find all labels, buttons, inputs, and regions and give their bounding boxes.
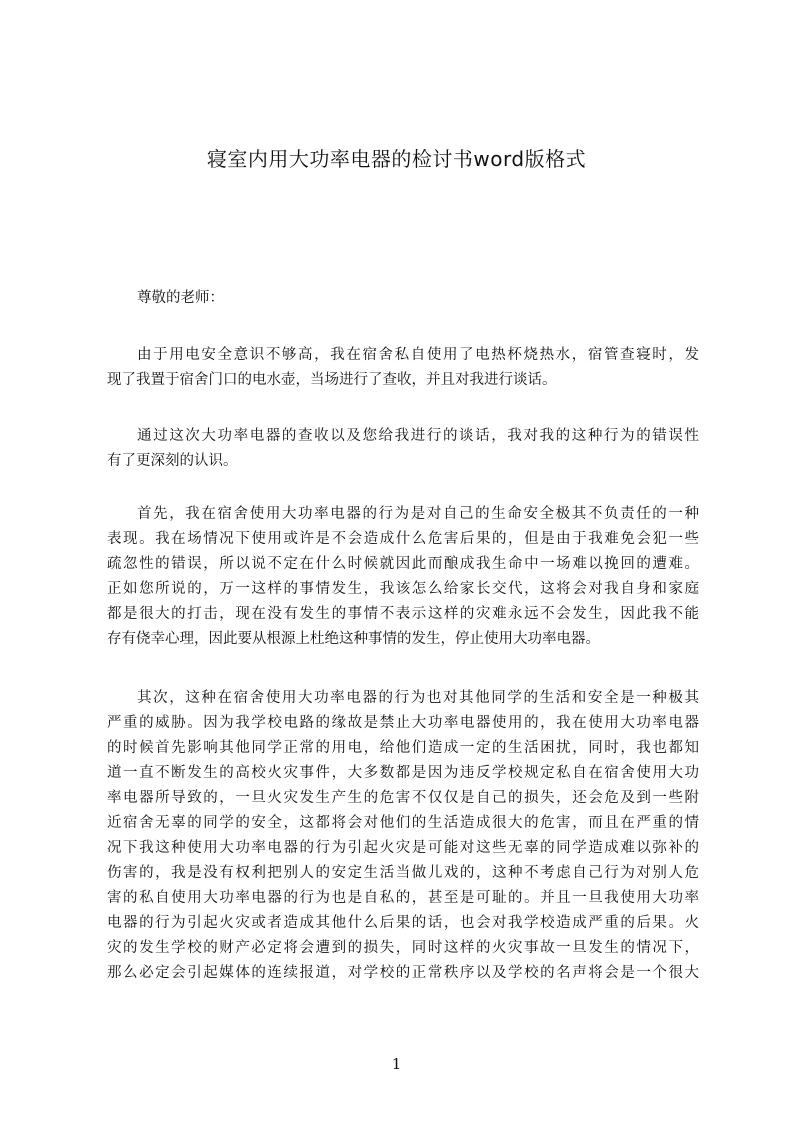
paragraph-line: 疏忽性的错误，所以说不定在什么时候就因此而酿成我生命中一场难以挽回的遭难。 <box>107 556 699 572</box>
paragraph-4 <box>107 686 699 986</box>
paragraph-line: 其次，这种在宿舍使用大功率电器的行为也对其他同学的生活和安全是一种极其 <box>137 690 699 706</box>
paragraph-line: 害的私自使用大功率电器的行为也是自私的，甚至是可耻的。并且一旦我使用大功率 <box>107 890 699 906</box>
paragraph-line: 那么必定会引起媒体的连续报道，对学校的正常秩序以及学校的名声将会是一个很大 <box>107 965 699 981</box>
paragraph-line: 电器的行为引起火灾或者造成其他什么后果的话，也会对我学校造成严重的后果。火 <box>107 915 699 931</box>
paragraph-line: 表现。我在场情况下使用或许是不会造成什么危害后果的，但是由于我难免会犯一些 <box>107 531 699 547</box>
paragraph-line: 通过这次大功率电器的查收以及您给我进行的谈话，我对我的这种行为的错误性 <box>137 428 699 444</box>
page-number: 1 <box>391 1055 402 1073</box>
document-title: 寝室内用大功率电器的检讨书word版格式 <box>206 147 587 171</box>
paragraph-line: 伤害的，我是没有权利把别人的安定生活当做儿戏的，这种不考虑自己行为对别人危 <box>107 865 699 881</box>
paragraph-line: 有了更深刻的认识。 <box>107 453 238 469</box>
paragraph-line: 存有侥幸心理，因此要从根源上杜绝这种事情的发生，停止使用大功率电器。 <box>107 631 600 647</box>
paragraph-line: 率电器所导致的，一旦火灾发生产生的危害不仅仅是自己的损失，还会危及到一些附 <box>107 790 699 806</box>
paragraph-1 <box>107 343 699 393</box>
paragraph-line: 道一直不断发生的高校火灾事件，大多数都是因为违反学校规定私自在宿舍使用大功 <box>107 765 699 781</box>
salutation <box>107 286 699 311</box>
paragraph-3 <box>107 502 699 652</box>
paragraph-line: 严重的威胁。因为我学校电路的缘故是禁止大功率电器使用的，我在使用大功率电器 <box>107 715 699 731</box>
paragraph-line: 现了我置于宿舍门口的电水壶，当场进行了查收，并且对我进行谈话。 <box>107 372 557 388</box>
paragraph-line: 灾的发生学校的财产必定将会遭到的损失，同时这样的火灾事故一旦发生的情况下， <box>107 940 699 956</box>
paragraph-line: 都是很大的打击，现在没有发生的事情不表示这样的灾难永远不会发生，因此我不能 <box>107 606 699 622</box>
paragraph-line: 况下我这种使用大功率电器的行为引起火灾是可能对这些无辜的同学造成难以弥补的 <box>107 840 699 856</box>
salutation-text: 尊敬的老师： <box>137 290 224 306</box>
paragraph-line: 首先，我在宿舍使用大功率电器的行为是对自己的生命安全极其不负责任的一种 <box>137 506 699 522</box>
paragraph-line: 正如您所说的，万一这样的事情发生，我该怎么给家长交代，这将会对我自身和家庭 <box>107 581 699 597</box>
paragraph-2 <box>107 424 699 474</box>
paragraph-line: 由于用电安全意识不够高，我在宿舍私自使用了电热杯烧热水，宿管查寝时，发 <box>137 347 699 363</box>
paragraph-line: 的时候首先影响其他同学正常的用电，给他们造成一定的生活困扰，同时，我也都知 <box>107 740 699 756</box>
paragraph-line: 近宿舍无辜的同学的安全，这都将会对他们的生活造成很大的危害，而且在严重的情 <box>107 815 699 831</box>
